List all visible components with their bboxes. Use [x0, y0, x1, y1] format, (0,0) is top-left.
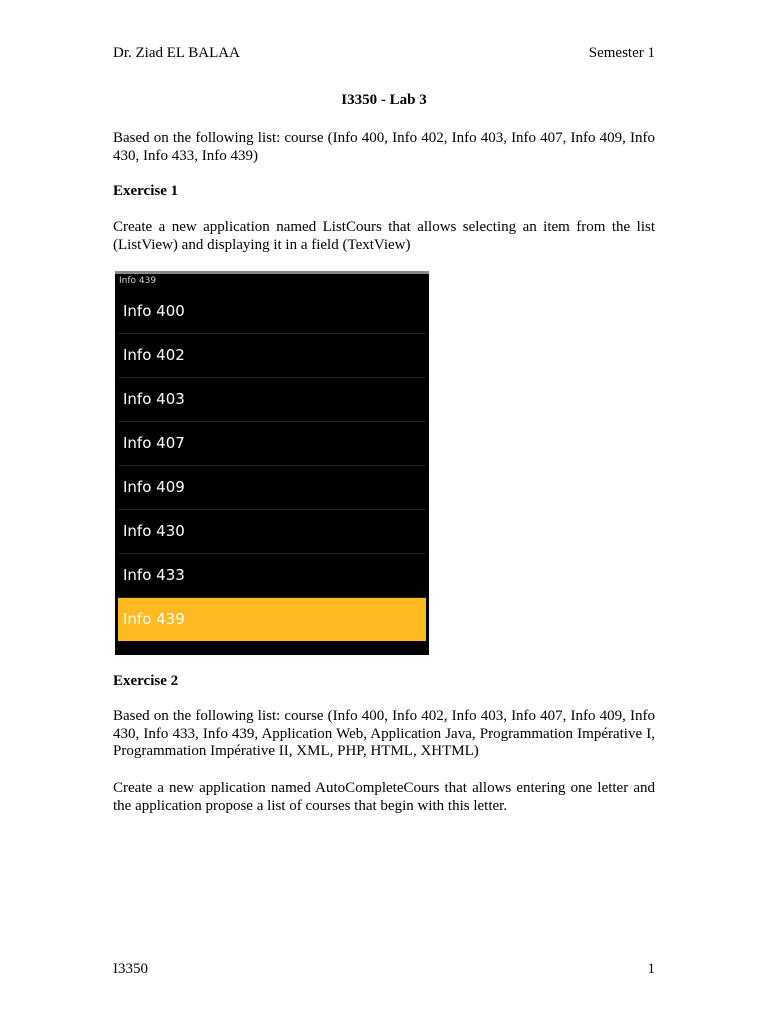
- list-item: Info 402: [118, 334, 426, 378]
- list-item: Info 403: [118, 378, 426, 422]
- course-listview: [118, 290, 426, 641]
- list-item: Info 439: [118, 598, 426, 641]
- selected-item-textview: Info 439: [119, 276, 157, 286]
- exercise-2-task-text: Create a new application named AutoCompleteCours that allows entering one letter and the application propose a list of courses that begin with this letter.: [113, 780, 655, 814]
- exercise-1-text: Create a new application named ListCours that allows selecting an item from the list (ListView) and displaying it in a field (TextView): [113, 219, 655, 253]
- listview-screenshot: [115, 271, 429, 655]
- list-item: Info 433: [118, 554, 426, 598]
- header-author: Dr. Ziad EL BALAA: [113, 45, 240, 61]
- footer-course-code: I3350: [113, 961, 148, 977]
- list-item: Info 400: [118, 290, 426, 334]
- footer-page-number: 1: [647, 961, 655, 977]
- header-semester: Semester 1: [588, 45, 655, 61]
- exercise-1-heading: Exercise 1: [113, 183, 179, 199]
- exercise-2-heading: Exercise 2: [113, 673, 179, 689]
- list-item: Info 430: [118, 510, 426, 554]
- exercise-2-list-text: Based on the following list: course (Info 400, Info 402, Info 403, Info 407, Info 409, Info 430, Info 433, Info 439, Application Web, Application Java, Programmation Impérative I, Programmation Impérative II, XML, PHP, HTML, XHTML): [113, 708, 655, 759]
- list-item: Info 407: [118, 422, 426, 466]
- intro-paragraph: Based on the following list: course (Info 400, Info 402, Info 403, Info 407, Info 409, Info 430, Info 433, Info 439): [113, 130, 655, 164]
- page-title: I3350 - Lab 3: [341, 92, 427, 108]
- list-item: Info 409: [118, 466, 426, 510]
